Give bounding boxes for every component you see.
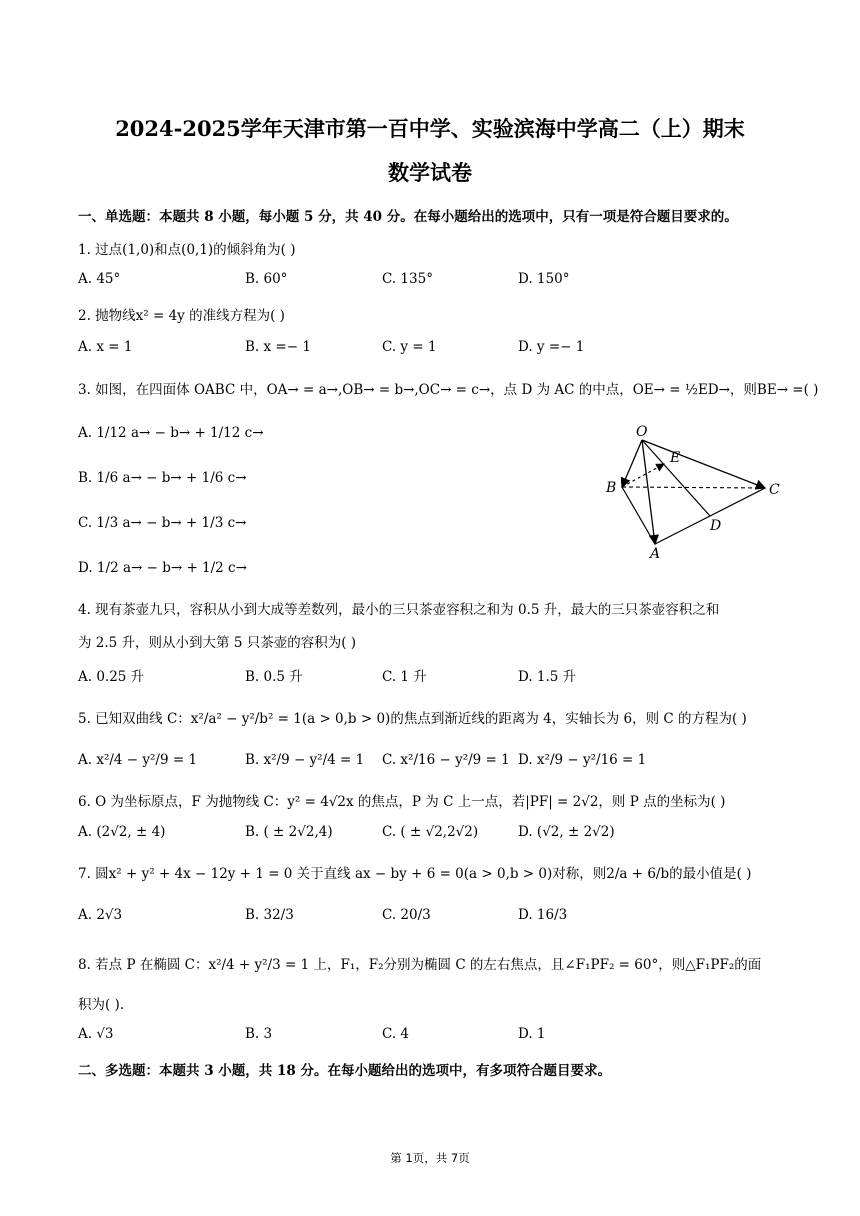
q5-option-c: C. x²/16 − y²/9 = 1: [382, 752, 510, 768]
edge-oc: [642, 440, 765, 488]
vector-be: [622, 464, 664, 487]
q8-stem-line1: 8. 若点 P 在椭圆 C：x²/4 + y²/3 = 1 上，F₁，F₂分别为椭圆 C 的左右焦点，且∠F₁PF₂ = 60°，则△F₁PF₂的面: [78, 957, 762, 973]
q4-option-a: A. 0.25 升: [78, 669, 145, 685]
label-e: E: [670, 450, 681, 466]
q5-option-d: D. x²/9 − y²/16 = 1: [518, 752, 647, 768]
q4-option-c: C. 1 升: [382, 669, 427, 685]
q7-option-a: A. 2√3: [78, 907, 123, 923]
q4-option-b: B. 0.5 升: [245, 669, 303, 685]
q3-option-c: C. 1/3 a→ − b→ + 1/3 c→: [78, 515, 247, 531]
q2-option-a: A. x = 1: [78, 339, 133, 355]
q8-stem-line2: 积为( ).: [78, 997, 125, 1013]
section2-heading: 二、多选题：本题共 3 小题，共 18 分。在每小题给出的选项中，有多项符合题目要求。: [78, 1063, 611, 1079]
label-o: O: [636, 424, 648, 440]
q7-stem: 7. 圆x² + y² + 4x − 12y + 1 = 0 关于直线 ax − by + 6 = 0(a > 0,b > 0)对称，则2/a + 6/b的最小值是( ): [78, 866, 752, 882]
q2-option-c: C. y = 1: [382, 339, 437, 355]
q1-option-b: B. 60°: [245, 271, 288, 287]
q1-stem: 1. 过点(1,0)和点(0,1)的倾斜角为( ): [78, 242, 296, 258]
q6-option-c: C. ( ± √2,2√2): [382, 824, 479, 840]
q3-option-d: D. 1/2 a→ − b→ + 1/2 c→: [78, 560, 247, 576]
q8-option-b: B. 3: [245, 1026, 273, 1042]
q3-stem: 3. 如图，在四面体 OABC 中，OA→ = a→,OB→ = b→,OC→ = c→，点 D 为 AC 的中点，OE→ = ½ED→，则BE→ =( ): [78, 382, 819, 398]
page-footer: 第 1页，共 7页: [390, 1151, 470, 1165]
q6-option-a: A. (2√2, ± 4): [78, 824, 166, 840]
edge-ob: [622, 440, 642, 487]
q5-stem: 5. 已知双曲线 C：x²/a² − y²/b² = 1(a > 0,b > 0)的焦点到渐近线的距离为 4，实轴长为 6，则 C 的方程为( ): [78, 711, 747, 727]
exam-subtitle: 数学试卷: [388, 160, 472, 185]
q8-option-c: C. 4: [382, 1026, 410, 1042]
edge-ba: [622, 487, 655, 544]
q8-option-a: A. √3: [78, 1026, 114, 1042]
q4-stem-line1: 4. 现有茶壶九只，容积从小到大成等差数列，最小的三只茶壶容积之和为 0.5 升，最大的三只茶壶容积之和: [78, 602, 720, 618]
label-d: D: [710, 518, 722, 534]
q6-stem: 6. O 为坐标原点，F 为抛物线 C：y² = 4√2x 的焦点，P 为 C 上一点，若|PF| = 2√2，则 P 点的坐标为( ): [78, 794, 726, 810]
q6-option-d: D. (√2, ± 2√2): [518, 824, 615, 840]
exam-title: 2024-2025学年天津市第一百中学、实验滨海中学高二（上）期末: [115, 116, 745, 141]
section1-heading: 一、单选题：本题共 8 小题，每小题 5 分，共 40 分。在每小题给出的选项中，只有一项是符合题目要求的。: [78, 209, 738, 225]
q2-option-d: D. y =− 1: [518, 339, 585, 355]
q4-stem-line2: 为 2.5 升，则从小到大第 5 只茶壶的容积为( ): [78, 635, 357, 651]
edge-oa: [642, 440, 655, 544]
q4-option-d: D. 1.5 升: [518, 669, 577, 685]
tetrahedron-figure: [600, 422, 790, 562]
q7-option-c: C. 20/3: [382, 907, 431, 923]
label-c: C: [769, 482, 780, 498]
q1-option-d: D. 150°: [518, 271, 570, 287]
q1-option-c: C. 135°: [382, 271, 433, 287]
q7-option-b: B. 32/3: [245, 907, 294, 923]
label-a: A: [650, 546, 661, 562]
q5-option-a: A. x²/4 − y²/9 = 1: [78, 752, 198, 768]
q2-stem: 2. 抛物线x² = 4y 的准线方程为( ): [78, 308, 285, 324]
label-b: B: [606, 480, 617, 496]
edge-ac: [655, 488, 765, 544]
q1-option-a: A. 45°: [78, 271, 121, 287]
q3-option-b: B. 1/6 a→ − b→ + 1/6 c→: [78, 470, 247, 486]
q3-option-a: A. 1/12 a→ − b→ + 1/12 c→: [78, 425, 264, 441]
q7-option-d: D. 16/3: [518, 907, 568, 923]
q6-option-b: B. ( ± 2√2,4): [245, 824, 333, 840]
edge-bc-hidden: [622, 487, 765, 488]
q2-option-b: B. x =− 1: [245, 339, 311, 355]
q5-option-b: B. x²/9 − y²/4 = 1: [245, 752, 365, 768]
q8-option-d: D. 1: [518, 1026, 546, 1042]
